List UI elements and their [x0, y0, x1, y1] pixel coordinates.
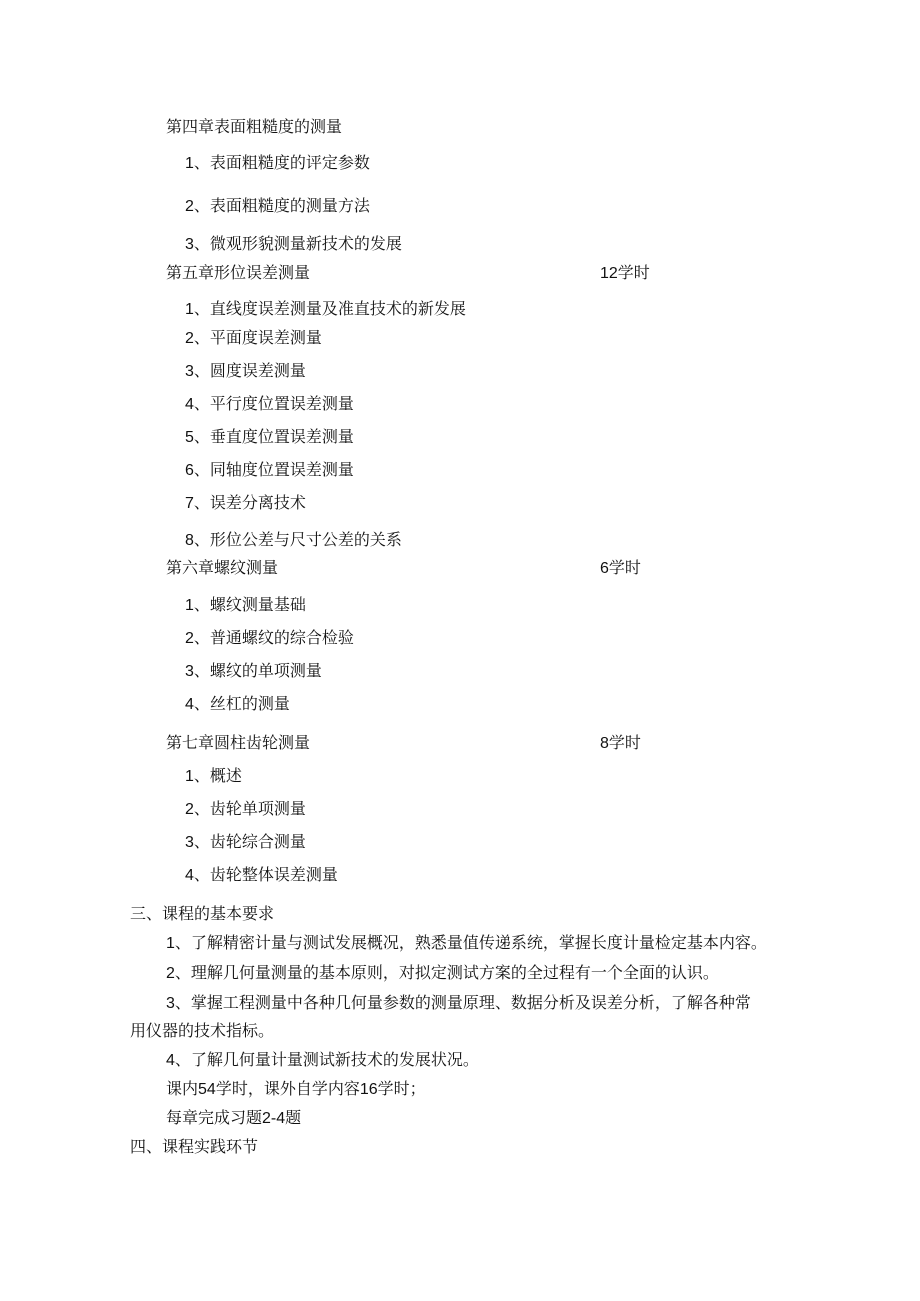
requirement-1: 1、了解精密计量与测试发展概况，熟悉量值传递系统，掌握长度计量检定基本内容。 — [166, 933, 767, 952]
requirement-3: 3、掌握工程测量中各种几何量参数的测量原理、数据分析及误差分析，了解各种常 — [166, 993, 751, 1012]
requirement-3-continuation: 用仪器的技术指标。 — [130, 1021, 275, 1040]
chapter-5-item-3: 3、圆度误差测量 — [185, 361, 306, 380]
chapter-5-item-7: 7、误差分离技术 — [185, 493, 306, 512]
chapter-5-item-4: 4、平行度位置误差测量 — [185, 394, 354, 413]
chapter-7-item-1: 1、概述 — [185, 766, 242, 785]
requirement-4: 4、了解几何量计量测试新技术的发展状况。 — [166, 1050, 479, 1069]
chapter-6-hours: 6学时 — [600, 558, 641, 577]
chapter-7-item-2: 2、齿轮单项测量 — [185, 799, 306, 818]
chapter-5-hours: 12学时 — [600, 263, 650, 282]
chapter-7-item-3: 3、齿轮综合测量 — [185, 832, 306, 851]
chapter-6-item-2: 2、普通螺纹的综合检验 — [185, 628, 354, 647]
chapter-6-item-1: 1、螺纹测量基础 — [185, 595, 306, 614]
chapter-7-item-4: 4、齿轮整体误差测量 — [185, 865, 338, 884]
section-3-title: 三、课程的基本要求 — [130, 904, 275, 923]
chapter-4-item-3: 3、微观形貌测量新技术的发展 — [185, 234, 402, 253]
chapter-5-item-5: 5、垂直度位置误差测量 — [185, 427, 354, 446]
chapter-7-hours: 8学时 — [600, 733, 641, 752]
chapter-4-item-1: 1、表面粗糙度的评定参数 — [185, 153, 370, 172]
chapter-7-title: 第七章圆柱齿轮测量 — [166, 733, 311, 752]
chapter-5-item-2: 2、平面度误差测量 — [185, 328, 322, 347]
chapter-5-item-1: 1、直线度误差测量及准直技术的新发展 — [185, 299, 466, 318]
chapter-6-item-4: 4、丝杠的测量 — [185, 694, 290, 713]
section-4-title: 四、课程实践环节 — [130, 1137, 259, 1156]
chapter-5-item-8: 8、形位公差与尺寸公差的关系 — [185, 530, 402, 549]
chapter-4-item-2: 2、表面粗糙度的测量方法 — [185, 196, 370, 215]
chapter-5-title: 第五章形位误差测量 — [166, 263, 311, 282]
exercise-line: 每章完成习题2-4题 — [166, 1108, 302, 1127]
chapter-4-title: 第四章表面粗糙度的测量 — [166, 117, 343, 136]
chapter-5-item-6: 6、同轴度位置误差测量 — [185, 460, 354, 479]
requirement-2: 2、理解几何量测量的基本原则，对拟定测试方案的全过程有一个全面的认识。 — [166, 963, 719, 982]
class-hours-line: 课内54学时，课外自学内容16学时； — [166, 1079, 426, 1098]
chapter-6-title: 第六章螺纹测量 — [166, 558, 279, 577]
chapter-6-item-3: 3、螺纹的单项测量 — [185, 661, 322, 680]
